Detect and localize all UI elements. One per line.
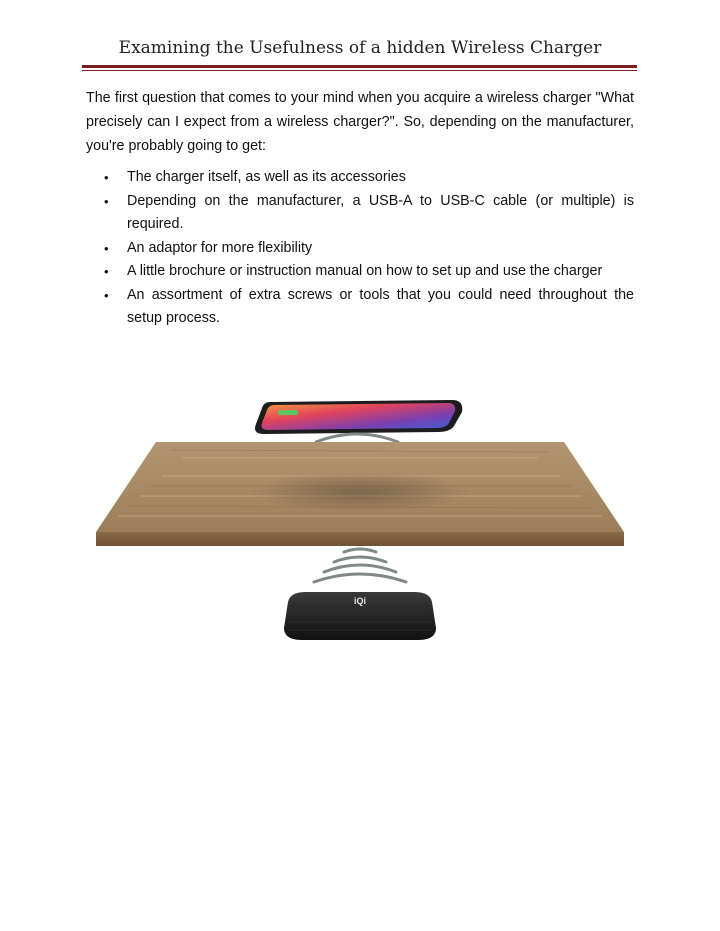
bullet-icon: •: [104, 193, 109, 209]
bullet-icon: •: [104, 170, 109, 185]
title-rule-thick: [82, 65, 637, 68]
list-item-text: Depending on the manufacturer, a USB-A to USB-C cable (or multiple) is required.: [127, 192, 634, 232]
list-item: [86, 237, 634, 261]
bullet-icon: •: [104, 264, 109, 279]
list-item-text: An adaptor for more flexibility: [127, 239, 313, 256]
list-item: [86, 260, 634, 284]
charger-icon: [284, 592, 436, 640]
page-title: Examining the Usefulness of a hidden Wireless Charger: [118, 38, 602, 58]
wooden-table-icon: [96, 442, 624, 546]
list-item-text: The charger itself, as well as its accessories: [127, 169, 406, 185]
intro-paragraph: The first question that comes to your mind when you acquire a wireless charger "What precisely can I expect from a wireless charger?". So, depending on the manufacturer, you're probably going to get:: [86, 90, 634, 154]
list-item: [86, 166, 634, 190]
charger-logo: iQi: [353, 596, 367, 606]
list-item: [86, 284, 634, 331]
list-item-text: An assortment of extra screws or tools that you could need throughout the setup process.: [127, 286, 634, 326]
wireless-waves-bottom: [314, 549, 406, 582]
wireless-charger-illustration: [92, 392, 628, 648]
list-item: [86, 190, 634, 237]
accessory-list: [86, 166, 634, 331]
bullet-icon: •: [104, 287, 109, 303]
bullet-icon: •: [104, 240, 109, 256]
phone-icon: [255, 400, 462, 434]
title-rule-thin: [82, 70, 637, 71]
list-item-text: A little brochure or instruction manual on how to set up and use the charger: [127, 263, 603, 279]
